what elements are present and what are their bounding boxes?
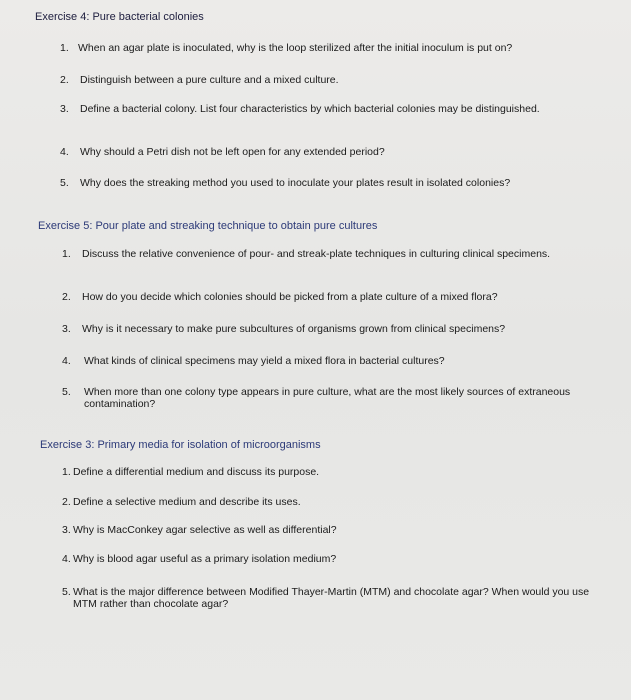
section-title-exercise-5: Exercise 5: Pour plate and streaking technique to obtain pure cultures bbox=[38, 220, 378, 232]
question-number: 1. bbox=[60, 42, 69, 54]
question-text: Define a selective medium and describe its uses. bbox=[73, 496, 301, 508]
question-number: 1. bbox=[62, 466, 71, 478]
question-text: What is the major difference between Modified Thayer-Martin (MTM) and chocolate agar? When would you use MTM rather than chocolate agar? bbox=[73, 586, 590, 610]
question-number: 4. bbox=[60, 146, 69, 158]
question-number: 3. bbox=[62, 524, 71, 536]
question-text: Discuss the relative convenience of pour- and streak-plate techniques in culturing clinical specimens. bbox=[82, 248, 551, 260]
question-number: 1. bbox=[62, 248, 71, 260]
question-number: 2. bbox=[62, 496, 71, 508]
question-number: 2. bbox=[60, 74, 69, 86]
section-title-exercise-3: Exercise 3: Primary media for isolation of microorganisms bbox=[40, 439, 321, 451]
question-text: Why is MacConkey agar selective as well as differential? bbox=[73, 524, 337, 536]
question-text: When more than one colony type appears in pure culture, what are the most likely sources of extraneous contamination? bbox=[84, 386, 571, 410]
question-number: 2. bbox=[62, 291, 71, 303]
question-number: 5. bbox=[60, 177, 69, 189]
question-text: When an agar plate is inoculated, why is the loop sterilized after the initial inoculum is put on? bbox=[78, 42, 513, 54]
question-text: Distinguish between a pure culture and a mixed culture. bbox=[80, 74, 339, 86]
question-number: 5. bbox=[62, 586, 71, 598]
question-text: How do you decide which colonies should be picked from a plate culture of a mixed flora? bbox=[82, 291, 498, 303]
question-text: Why does the streaking method you used to inoculate your plates result in isolated colonies? bbox=[80, 177, 511, 189]
section-title-exercise-4: Exercise 4: Pure bacterial colonies bbox=[35, 11, 204, 23]
question-text: Why should a Petri dish not be left open for any extended period? bbox=[80, 146, 385, 158]
question-number: 5. bbox=[62, 386, 71, 398]
question-number: 3. bbox=[62, 323, 71, 335]
question-text: Define a bacterial colony. List four characteristics by which bacterial colonies may be distinguished. bbox=[80, 103, 540, 115]
question-text: What kinds of clinical specimens may yield a mixed flora in bacterial cultures? bbox=[84, 355, 445, 367]
question-text: Why is blood agar useful as a primary isolation medium? bbox=[73, 553, 337, 565]
question-number: 3. bbox=[60, 103, 69, 115]
question-text: Define a differential medium and discuss its purpose. bbox=[73, 466, 320, 478]
question-number: 4. bbox=[62, 355, 71, 367]
question-number: 4. bbox=[62, 553, 71, 565]
question-text: Why is it necessary to make pure subcultures of organisms grown from clinical specimens? bbox=[82, 323, 506, 335]
